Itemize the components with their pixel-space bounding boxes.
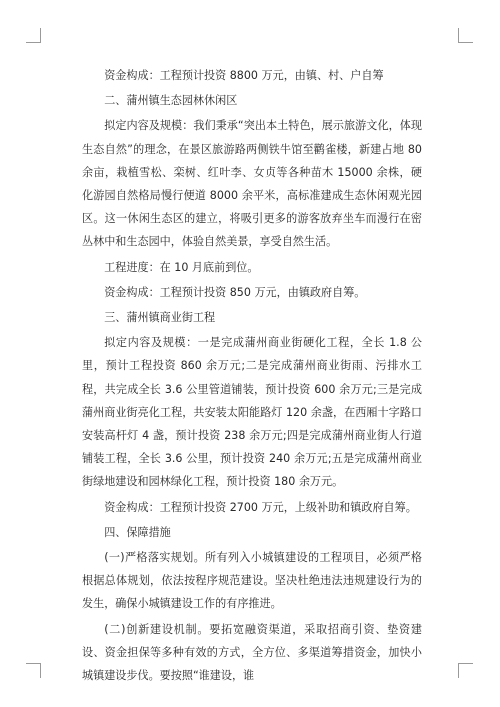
section-heading: 三、蒲州镇商业街工程 xyxy=(104,311,216,325)
crop-mark-top-right xyxy=(458,28,473,43)
section-heading: 二、蒲州镇生态园林休闲区 xyxy=(104,94,238,108)
body-paragraph: (一)严格落实规划。所有列入小城镇建设的工程项目，必须严格根据总体规划，依法按程序规范建设。坚决杜绝违法违规建设行为的发生，确保小城镇建设工作的有序推进。 xyxy=(82,551,422,611)
crop-mark-bottom-left xyxy=(26,663,41,678)
progress-paragraph: 工程进度：在 10 月底前到位。 xyxy=(104,260,259,274)
body-paragraph: 拟定内容及规模：一是完成蒲州商业街硬化工程，全长 1.8 公里，预计工程投资 860 余万元;二是完成蒲州商业街雨、污排水工程，共完成全长 3.6 公里管道铺装，预计投资 600 余万元;三是完成蒲州商业街亮化工程，共安装太阳能路灯 120 余盏，在西厢十字路口安装高杆灯 4 盏，预计投资 238 余万元;四是完成蒲州商业街人行道铺装工程，全长 3.6 公里，预计投资 240 余万元;五是完成蒲州商业街绿地建设和园林绿化工程，预计投资 180 余万元。 xyxy=(82,336,422,489)
funding-paragraph: 资金构成：工程预计投资 8800 万元，由镇、村、户自筹 xyxy=(104,69,384,82)
document-body xyxy=(82,64,422,687)
body-paragraph: 拟定内容及规模：我们秉承“突出本土特色，展示旅游文化，体现生态自然”的理念，在景区旅游路两侧铁牛馆至鹳雀楼，新建占地 80 余亩，栽植雪松、栾树、红叶李、女贞等各种苗木 15000 余株，硬化游园自然格局慢行便道 8000 余平米，高标准建成生态休闲观光园区。这一休闲生态区的建立，将吸引更多的游客放弃坐车而漫行在密丛林中和生态园中，体验自然美景，享受自然生活。 xyxy=(82,119,422,249)
funding-paragraph: 资金构成：工程预计投资 850 万元，由镇政府自筹。 xyxy=(104,285,366,299)
crop-mark-top-left xyxy=(26,28,41,43)
crop-mark-bottom-right xyxy=(458,663,473,678)
section-heading: 四、保障措施 xyxy=(104,525,171,539)
funding-paragraph: 资金构成：工程预计投资 2700 万元，上级补助和镇政府自筹。 xyxy=(104,500,417,514)
body-paragraph: (二)创新建设机制。要拓宽融资渠道，采取招商引资、垫资建设、资金担保等多种有效的方式，全方位、多渠道筹措资金，加快小城镇建设步伐。要按照“谁建设，谁 xyxy=(82,622,422,683)
